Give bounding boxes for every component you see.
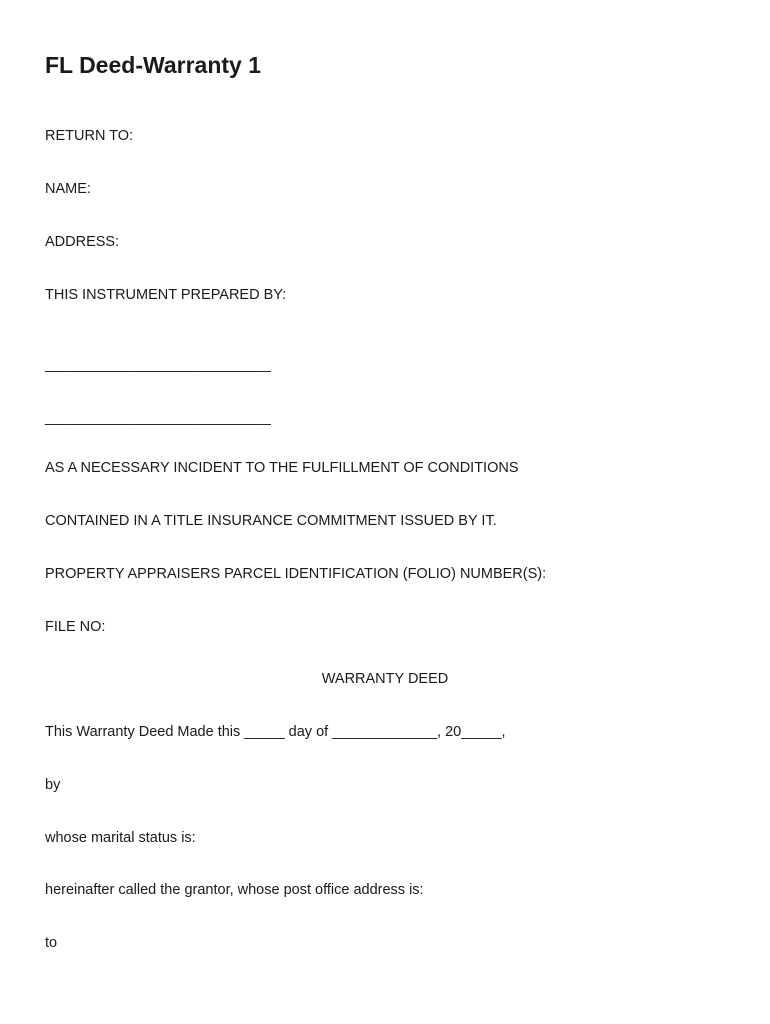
- address-label: ADDRESS:: [45, 234, 120, 250]
- condition-text-2: CONTAINED IN A TITLE INSURANCE COMMITMENT ISSUED BY IT.: [45, 513, 497, 529]
- warranty-deed-heading: WARRANTY DEED: [321, 671, 449, 687]
- grantor-address-label: hereinafter called the grantor, whose post office address is:: [45, 882, 424, 898]
- prepared-by-label: THIS INSTRUMENT PREPARED BY:: [45, 287, 287, 303]
- return-to-label: RETURN TO:: [45, 128, 134, 144]
- condition-text-1: AS A NECESSARY INCIDENT TO THE FULFILLMENT OF CONDITIONS: [45, 460, 519, 476]
- name-label: NAME:: [45, 181, 91, 197]
- blank-line-2: ____________________________: [45, 410, 271, 426]
- marital-status-label: whose marital status is:: [45, 830, 196, 846]
- deed-made-line: This Warranty Deed Made this _____ day of _____________, 20_____,: [45, 724, 506, 740]
- parcel-id-label: PROPERTY APPRAISERS PARCEL IDENTIFICATION (FOLIO) NUMBER(S):: [45, 566, 547, 582]
- blank-line-1: ____________________________: [45, 357, 271, 373]
- by-label: by: [45, 777, 61, 793]
- file-no-label: FILE NO:: [45, 619, 106, 635]
- to-label: to: [45, 935, 58, 951]
- document-title: FL Deed-Warranty 1: [45, 52, 261, 78]
